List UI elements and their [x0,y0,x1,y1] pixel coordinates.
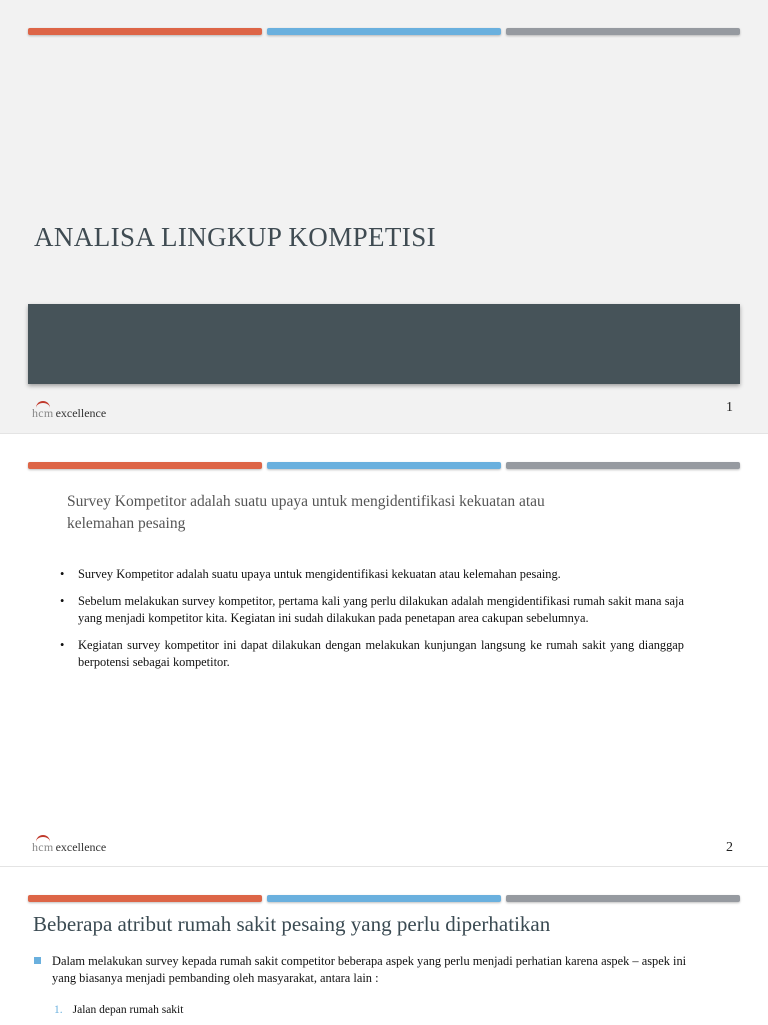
logo-text-hcm: hcm [32,840,54,854]
bullet-item: • Survey Kompetitor adalah suatu upaya untuk mengidentifikasi kekuatan atau kelemahan pesaing. [60,567,561,581]
header-bar-blue [267,28,501,35]
bullet-item: • Sebelum melakukan survey kompetitor, pertama kali yang perlu dilakukan adalah mengidentifikasi rumah sakit mana saja yang menjadi kompetitor kita. Kegiatan ini sudah dilakukan pada penetapan area cakupan sebelumnya. [60,594,684,625]
logo-text-excellence: excellence [55,406,107,420]
header-bar-gray [506,28,740,35]
bullet-dot-icon: • [60,594,65,608]
list-number: 1. [54,1004,63,1016]
header-color-bars [28,28,740,35]
slide-2-title: Survey Kompetitor adalah suatu upaya untuk mengidentifikasi kekuatan atau kelemahan pesaing [67,493,545,532]
slide-3-title: Beberapa atribut rumah sakit pesaing yang perlu diperhatikan [33,912,551,936]
numbered-list-item [54,1002,183,1018]
header-bar-red [28,462,262,469]
bullet-item: • Kegiatan survey kompetitor ini dapat dilakukan dengan melakukan kunjungan langsung ke rumah sakit yang dianggap berpotensi sebagai kompetitor. [60,638,684,669]
logo-text-excellence: excellence [55,840,107,854]
hcm-excellence-logo [32,840,106,854]
page-number: 1 [726,400,733,415]
bullet-dot-icon: • [60,638,65,652]
slide-2-bullet-list [60,566,684,681]
hcm-excellence-logo [32,406,106,420]
slide-3-paragraph: Dalam melakukan survey kepada rumah sakit competitor beberapa aspek yang perlu menjadi perhatian karena aspek – aspek ini yang biasanya menjadi pembanding oleh masyarakat, antara lain : [34,953,706,987]
slide-1 [0,0,768,433]
page-number: 2 [726,840,733,855]
header-bar-gray [506,895,740,902]
list-item-text: Jalan depan rumah sakit [72,1004,184,1016]
header-bar-red [28,895,262,902]
header-bar-blue [267,462,501,469]
header-color-bars [28,895,740,902]
header-color-bars [28,462,740,469]
bullet-dot-icon: • [60,567,65,581]
slide-1-title: ANALISA LINGKUP KOMPETISI [34,222,437,252]
logo-text-hcm: hcm [32,406,54,420]
logo-arc-icon [36,401,50,408]
title-band [28,304,740,384]
header-bar-blue [267,895,501,902]
square-bullet-icon [34,957,41,964]
header-bar-gray [506,462,740,469]
header-bar-red [28,28,262,35]
logo-arc-icon [36,835,50,842]
